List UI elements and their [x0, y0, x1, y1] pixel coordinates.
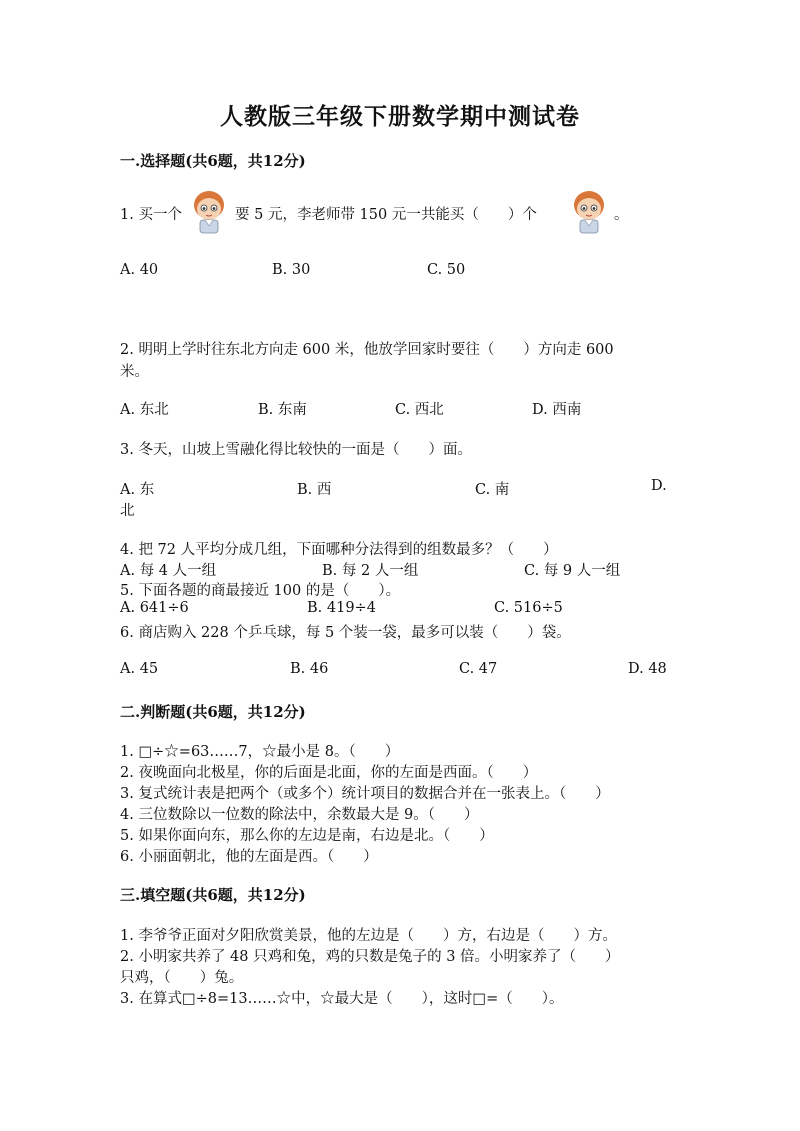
- question-1-pre: 1. 买一个: [120, 207, 182, 223]
- option-d-wrap: 北: [120, 503, 135, 519]
- option-b: B. 30: [272, 262, 311, 278]
- boy-icon: [568, 188, 610, 236]
- judge-item: 3. 复式统计表是把两个（或多个）统计项目的数据合并在一张表上。（ ）: [120, 786, 610, 802]
- option-c: C. 每 9 人一组: [524, 563, 621, 579]
- option-d: D. 48: [628, 661, 667, 677]
- option-a: A. 每 4 人一组: [120, 563, 217, 579]
- boy-icon: [188, 188, 230, 236]
- fill-item: 2. 小明家共养了 48 只鸡和兔，鸡的只数是兔子的 3 倍。小明家养了（ ）: [120, 949, 620, 965]
- option-c: C. 47: [459, 661, 498, 677]
- fill-item: 1. 李爷爷正面对夕阳欣赏美景，他的左边是（ ）方，右边是（ ）方。: [120, 928, 617, 944]
- option-c: C. 516÷5: [494, 600, 563, 616]
- option-a: A. 641÷6: [120, 600, 189, 616]
- question-5: 5. 下面各题的商最接近 100 的是（ ）。: [120, 583, 401, 599]
- judge-item: 6. 小丽面朝北，他的左面是西。（ ）: [120, 849, 378, 865]
- option-c: C. 西北: [395, 402, 444, 418]
- option-d: D.: [651, 478, 667, 494]
- page-title: 人教版三年级下册数学期中测试卷: [220, 103, 580, 130]
- option-b: B. 每 2 人一组: [322, 563, 419, 579]
- question-1-post: 。: [614, 207, 629, 223]
- option-c: C. 南: [475, 482, 510, 498]
- judge-item: 5. 如果你面向东，那么你的左边是南，右边是北。（ ）: [120, 828, 494, 844]
- section-heading-fill: 三.填空题(共6题，共12分): [120, 886, 306, 904]
- option-b: B. 西: [297, 482, 332, 498]
- section-heading-judge: 二.判断题(共6题，共12分): [120, 703, 306, 721]
- question-4: 4. 把 72 人平均分成几组，下面哪种分法得到的组数最多？（ ）: [120, 542, 558, 558]
- judge-item: 1. □÷☆=63……7，☆最小是 8。（ ）: [120, 744, 400, 760]
- question-1-mid: 要 5 元，李老师带 150 元一共能买（ ）个: [235, 207, 537, 223]
- judge-item: 2. 夜晚面向北极星，你的后面是北面，你的左面是西面。（ ）: [120, 765, 538, 781]
- question-2-line2: 米。: [120, 364, 149, 380]
- question-3: 3. 冬天，山坡上雪融化得比较快的一面是（ ）面。: [120, 442, 472, 458]
- option-a: A. 东: [120, 482, 155, 498]
- question-6: 6. 商店购入 228 个乒乓球，每 5 个装一袋，最多可以装（ ）袋。: [120, 625, 571, 641]
- fill-item: 3. 在算式□÷8=13……☆中，☆最大是（ ），这时□=（ ）。: [120, 991, 564, 1007]
- fill-item: 只鸡，（ ）兔。: [120, 970, 244, 986]
- option-b: B. 46: [290, 661, 329, 677]
- judge-item: 4. 三位数除以一位数的除法中，余数最大是 9。（ ）: [120, 807, 479, 823]
- option-b: B. 419÷4: [307, 600, 376, 616]
- option-c: C. 50: [427, 262, 466, 278]
- option-d: D. 西南: [532, 402, 582, 418]
- option-a: A. 东北: [120, 402, 169, 418]
- option-a: A. 45: [120, 661, 159, 677]
- option-a: A. 40: [120, 262, 159, 278]
- section-heading-choice: 一.选择题(共6题，共12分): [120, 152, 306, 170]
- option-b: B. 东南: [258, 402, 307, 418]
- question-2-line1: 2. 明明上学时往东北方向走 600 米，他放学回家时要往（ ）方向走 600: [120, 342, 614, 358]
